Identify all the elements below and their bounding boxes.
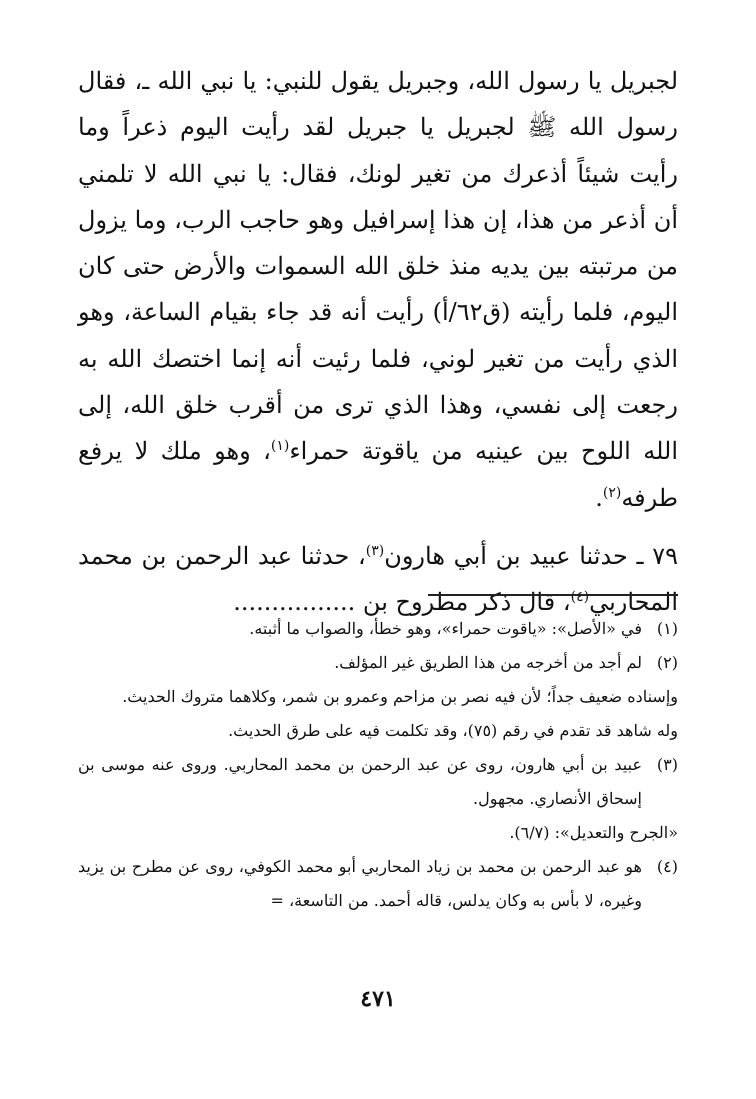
footnote-ref-4: (٤) bbox=[570, 589, 590, 606]
footnote-body bbox=[78, 680, 678, 748]
paragraph-text: لجبريل يا رسول الله، وجبريل يقول للنبي: يا نبي الله ـ، فقال رسول الله ﷺ لجبريل يا جبريل لقد رأيت اليوم ذعراً وما رأيت شيئاً أذعرك من تغير لونك، فقال: يا نبي الله لا تلمني أن أذعر من هذا، إن هذا إسرافيل وهو حاجب الرب، وما يزول من مرتبته بين يديه منذ خلق الله السموات والأرض حتى كان اليوم، فلما رأيته (ق٦٢/أ) رأيت أنه قد جاء بقيام الساعة، وهو الذي رأيت من تغير لوني، فلما رئيت أنه إنما اختصك الله به رجعت إلى نفسي، وهذا الذي ترى من أقرب خلق الله، إلى الله اللوح بين عينيه من ياقوتة حمراء bbox=[78, 67, 679, 466]
footnote-separator bbox=[428, 594, 678, 596]
paragraph-text: ، حدثنا عبد الرحمن بن محمد المحاربي bbox=[78, 541, 678, 617]
paragraph-text: ، قال ذكر مطروح بن ................ bbox=[233, 588, 571, 617]
footnote-text: وله شاهد قد تقدم في رقم (٧٥)، وقد تكلمت فيه على طرق الحديث. bbox=[228, 721, 678, 740]
footnote-number: (١) bbox=[656, 619, 678, 638]
footnote-ref-2: (٢) bbox=[602, 484, 622, 501]
footnote-text: لم أجد من أخرجه من هذا الطريق غير المؤلف. bbox=[334, 653, 642, 672]
footnote-body bbox=[78, 612, 642, 646]
footnote-number: (٢) bbox=[656, 653, 678, 672]
footnote-3 bbox=[78, 748, 678, 816]
footnote-body bbox=[78, 850, 642, 918]
footnote-1 bbox=[78, 612, 678, 646]
paragraph-text: ، وهو ملك لا يرفع طرفه bbox=[78, 437, 678, 512]
footnote-number: (٤) bbox=[656, 857, 678, 876]
footnote-text: عبيد بن أبي هارون، روى عن عبد الرحمن بن محمد المحاربي. وروى عنه موسى بن إسحاق الأنصاري. مجهول. bbox=[78, 755, 642, 808]
footnote-3-continued bbox=[78, 816, 678, 850]
footnote-body bbox=[78, 748, 642, 816]
paragraph-text: . bbox=[595, 483, 603, 512]
footnote-body bbox=[78, 816, 678, 850]
footnote-2 bbox=[78, 646, 678, 680]
paragraph-text: ٧٩ ـ حدثنا عبيد بن أبي هارون bbox=[384, 541, 678, 570]
footnote-4 bbox=[78, 850, 678, 918]
page-number: ٤٧١ bbox=[360, 986, 396, 1012]
main-text bbox=[78, 58, 678, 626]
footnotes bbox=[78, 612, 678, 918]
footnote-ref-1: (١) bbox=[270, 438, 290, 455]
footnote-ref-3: (٣) bbox=[365, 542, 385, 559]
footnote-text: «الجرح والتعديل»: (٦/٧). bbox=[509, 823, 678, 842]
footnote-number: (٣) bbox=[656, 755, 678, 774]
footnote-text: هو عبد الرحمن بن محمد بن زياد المحاربي أبو محمد الكوفي، روى عن مطرح بن يزيد وغيره، لا بأس به وكان يدلس، قاله أحمد. من التاسعة، = bbox=[78, 857, 642, 910]
footnote-text: وإسناده ضعيف جداً؛ لأن فيه نصر بن مزاحم وعمرو بن شمر، وكلاهما متروك الحديث. bbox=[122, 687, 678, 706]
paragraph-hadith-78-end bbox=[78, 58, 678, 521]
footnote-2-continued bbox=[78, 680, 678, 748]
footnote-text: في «الأصل»: «ياقوت حمراء»، وهو خطأ، والصواب ما أثبته. bbox=[249, 619, 642, 638]
footnote-body bbox=[78, 646, 642, 680]
